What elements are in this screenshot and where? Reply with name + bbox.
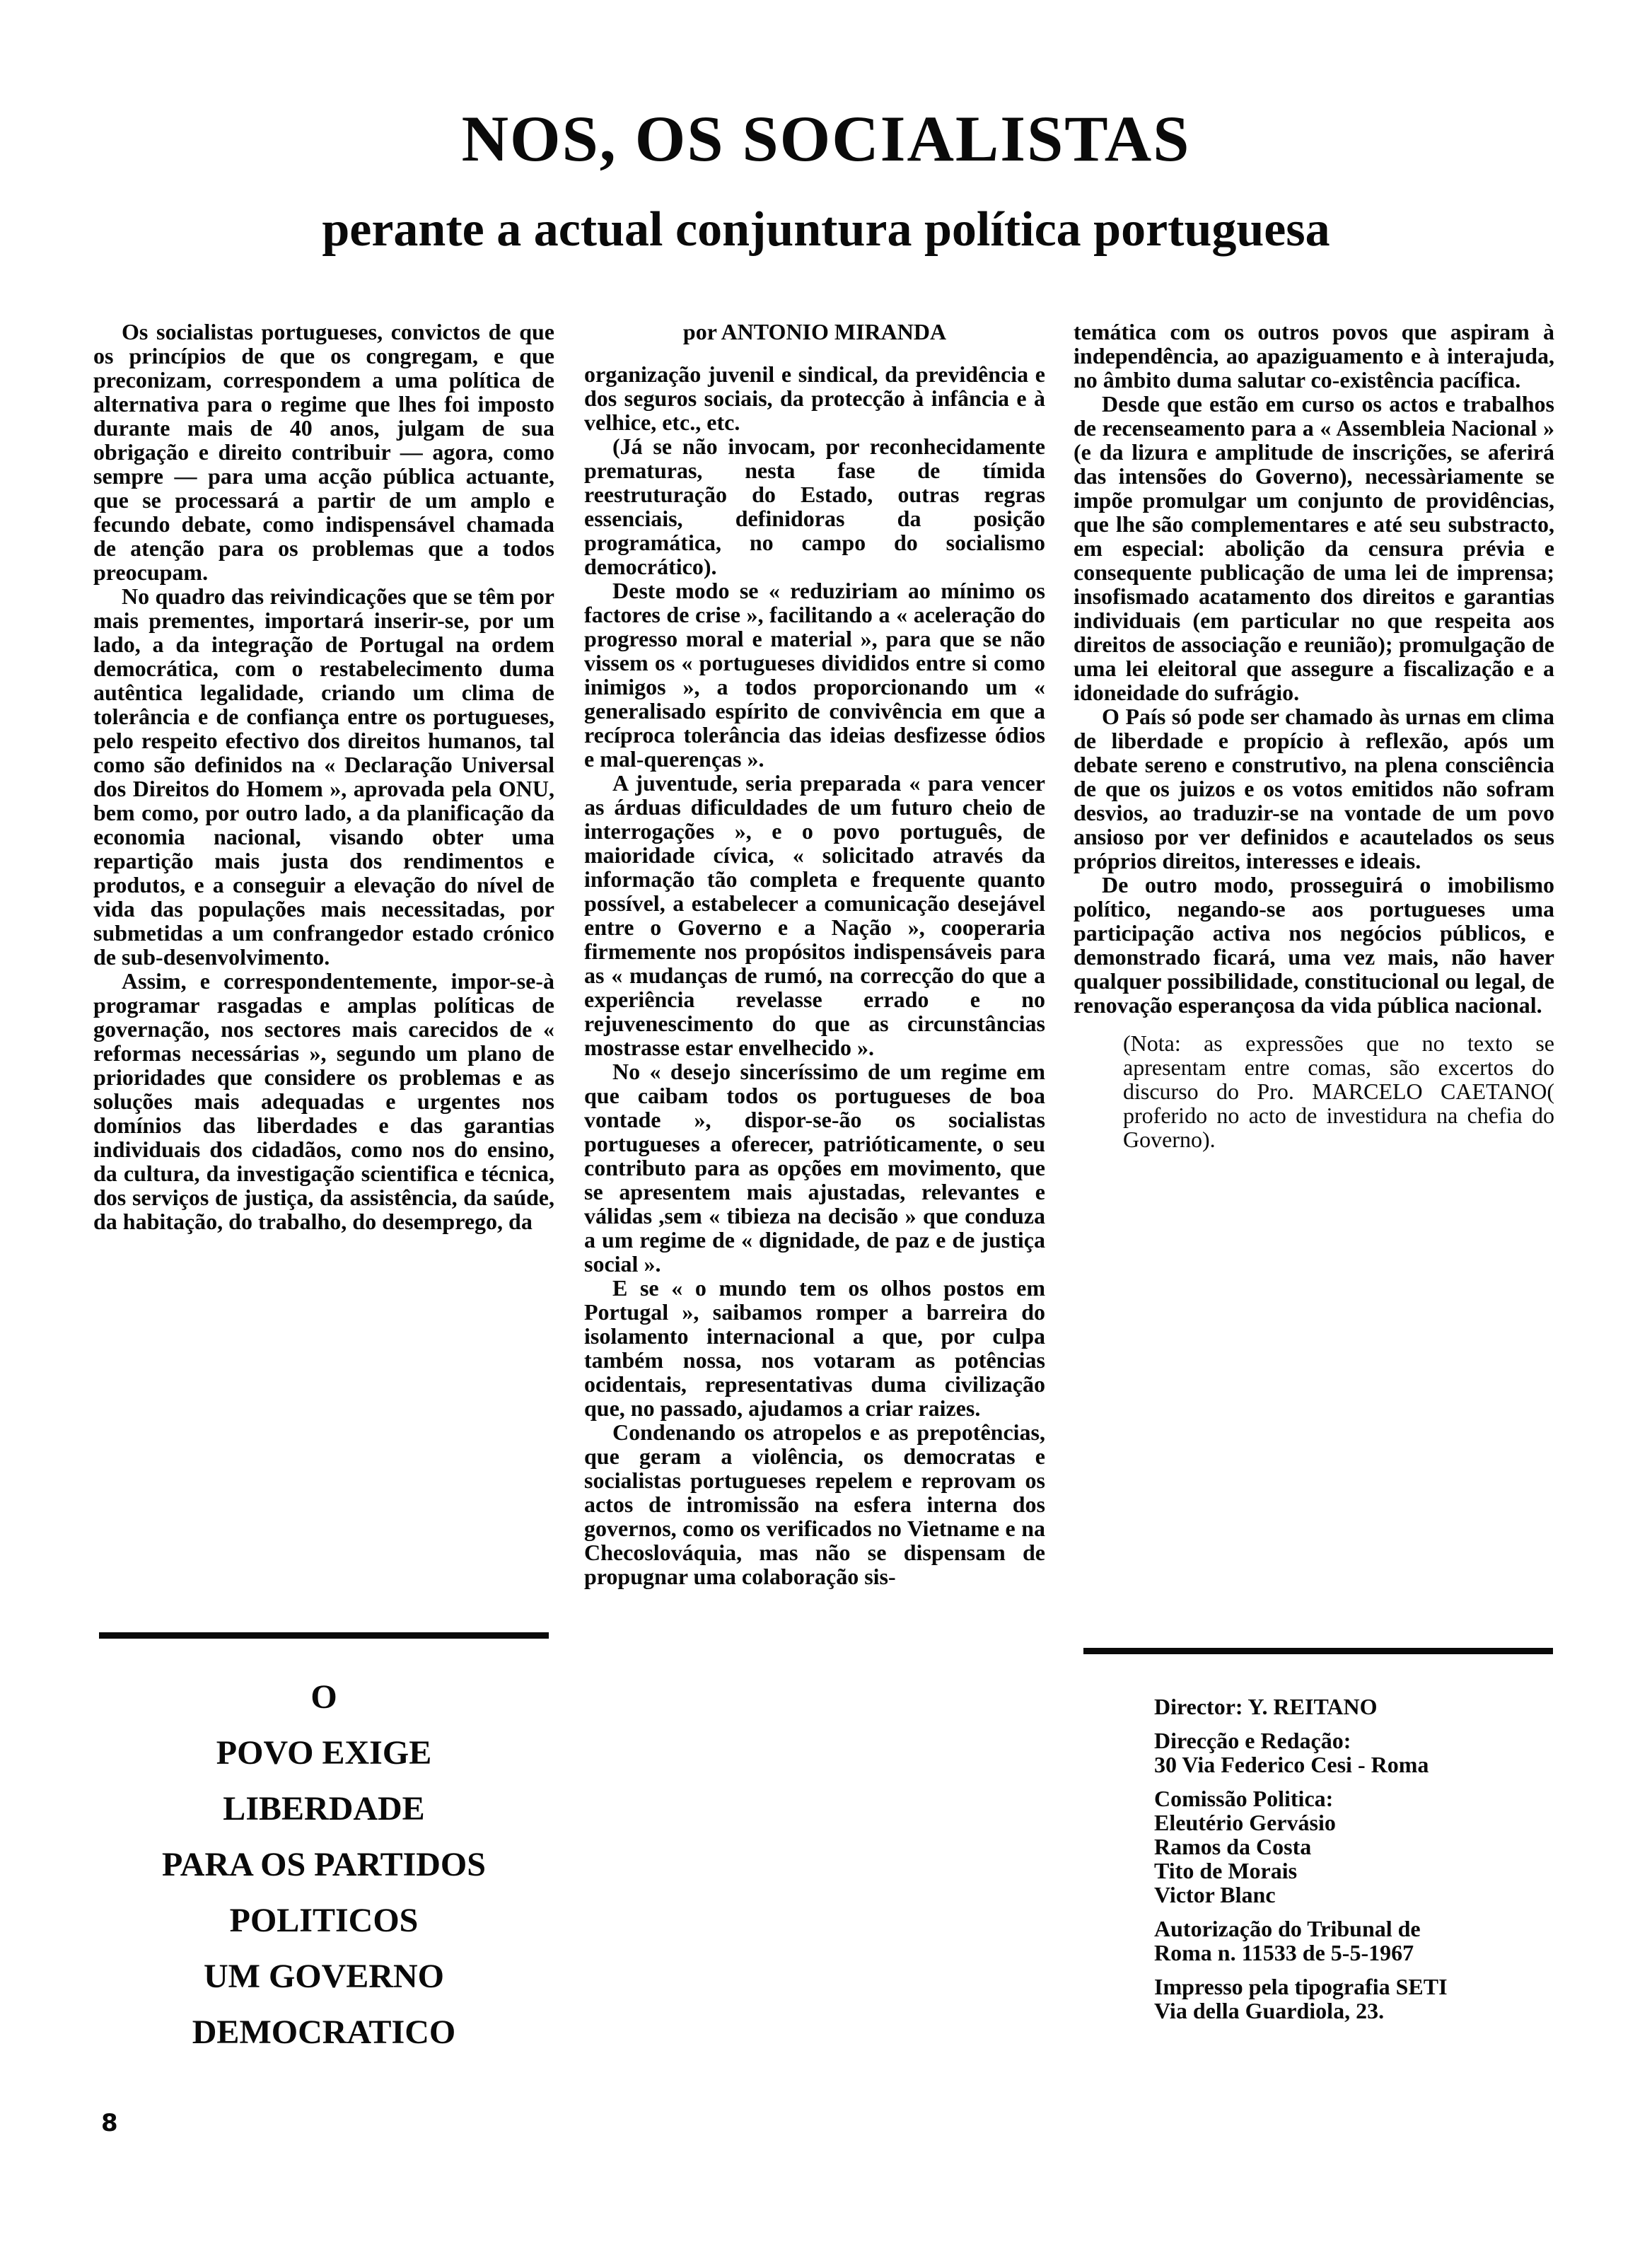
column-3 <box>1074 320 1554 1151</box>
paragraph: A juventude, seria preparada « para vencer as árduas dificuldades de um futuro cheio de interrogações », e o povo português, de maioridade cívica, « solicitado através da informação tão completa e frequente quanto possível, a estabelecer a comunicação desejável entre o Governo e a Nação », cooperaria firmemente nos propósitos indispensáveis para as « mudanças de rumó, na correcção do que a experiência revelasse errado e no rejuvenescimento do que as circunstâncias mostrasse estar envelhecido ». <box>584 770 1045 1060</box>
masthead-address-block <box>1154 1728 1550 1777</box>
paragraph: (Já se não invocam, por reconhecidamente prematuras, nesta fase de tímida reestruturação do Estado, outras regras essenciais, definidoras da posição programática, no campo do socialismo democrático). <box>584 434 1045 579</box>
divider-rule <box>99 1632 549 1639</box>
byline: por ANTONIO MIRANDA <box>682 319 947 344</box>
slogan-line: O <box>310 1678 337 1716</box>
slogan-line: POVO EXIGE <box>216 1734 432 1772</box>
paragraph: O País só pode ser chamado às urnas em clima de liberdade e propício à reflexão, após um debate sereno e construtivo, na plena consciência de que os juizos e os votos emitidos não sofram desvios, ao traduzir-se na vontade de um povo ansioso por ver definidos e acautelados os seus próprios direitos, interesses e ideais. <box>1074 704 1554 873</box>
masthead-address: 30 Via Federico Cesi - Roma <box>1154 1752 1429 1777</box>
slogan-line: DEMOCRATICO <box>192 2013 456 2051</box>
divider-rule <box>1083 1648 1553 1654</box>
paragraph: Os socialistas portugueses, convictos de que os princípios de que os congregam, e que preconizam, correspondem a uma política de alternativa para o regime que lhes foi imposto durante mais de 40 anos, julgam de sua obrigação e direito contribuir — agora, como sempre — para uma acção pública actuante, que se processará a partir de um amplo e fecundo debate, como indispensável chamada de atenção para os problemas que a todos preocupam. <box>93 319 554 585</box>
masthead-member: Ramos da Costa <box>1154 1834 1312 1859</box>
paragraph: De outro modo, prosseguirá o imobilismo político, negando-se aos portugueses uma participação activa nos negócios públicos, e demonstrado ficará, uma vez mais, não haver qualquer possibilidade, constitucional ou legal, de renovação esperançosa da vida pública nacional. <box>1074 872 1554 1018</box>
slogan-line: POLITICOS <box>229 1902 419 1939</box>
masthead-authorization-block <box>1154 1917 1550 1965</box>
paragraph: Condenando os atropelos e as prepotências, que geram a violência, os democratas e socialistas portugueses repelem e reprovam os actos de intromissão na esfera interna dos governos, como os verificados no Vietname e na Checoslováquia, mas não se dispensam de propugnar uma colaboração sis- <box>584 1419 1045 1589</box>
article-subheadline: perante a actual conjuntura política portuguesa <box>322 202 1330 257</box>
paragraph: No « desejo sinceríssimo de um regime em que caibam todos os portugueses de boa vontade », dispor-se-ão os socialistas portugueses a oferecer, patrióticamente, o seu contributo para as opções em movimento, que se apresentem mais ajustadas, relevantes e válidas ,sem « tibieza na decisão » que conduza a um regime de « dignidade, de paz e de justiça social ». <box>584 1059 1045 1277</box>
paragraph: No quadro das reivindicações que se têm por mais prementes, importará inserir-se, por um lado, a da integração de Portugal na ordem democrática, com o restabelecimento duma autêntica legalidade, criando um clima de tolerância e de confiança entre os portugueses, pelo respeito efectivo dos direitos humanos, tal como são definidos na « Declaração Universal dos Direitos do Homem », aprovada pela ONU, bem como, por outro lado, a da planificação da economia nacional, visando obter uma repartição mais justa dos rendimentos e produtos, e a conseguir a elevação do nível de vida das populações mais necessitadas, por submetidas a um confrangedor estado crónico de sub-desenvolvimento. <box>93 583 554 970</box>
masthead-printer-block <box>1154 1975 1550 2023</box>
paragraph: Deste modo se « reduziriam ao mínimo os factores de crise », facilitando a « aceleração do progresso moral e material », para que se não vissem os « portugueses divididos entre si como inimigos », a todos proporcionando um « generalisado espírito de convivência em que a recíproca tolerância das ideias desfizesse ódios e mal-querenças ». <box>584 578 1045 772</box>
slogan-line: LIBERDADE <box>223 1790 425 1827</box>
masthead-commission-block <box>1154 1786 1550 1907</box>
paragraph: E se « o mundo tem os olhos postos em Portugal », saibamos romper a barreira do isolamento internacional a que, por culpa também nossa, nos votaram as potências ocidentais, representativas duma civilização que, no passado, ajudamos a criar raizes. <box>584 1275 1045 1421</box>
paragraph: Desde que estão em curso os actos e trabalhos de recenseamento para a « Assembleia Nacional » (e da lizura e amplitude de inscrições, se aferirá das intensões do Governo), necessàriamente se impõe promulgar um conjunto de providências, que lhe são complementares e até seu substracto, em especial: abolição da censura prévia e consequente publicação de uma lei de imprensa; insofismado acatamento dos direitos e garantias individuais (em particular no que respeita aos direitos de associação e reunião); promulgação de uma lei eleitoral que assegure a fiscalização e a idoneidade do sufrágio. <box>1074 391 1554 705</box>
masthead-member: Eleutério Gervásio <box>1154 1810 1336 1835</box>
paragraph: temática com os outros povos que aspiram à independência, ao apaziguamento e à interajuda, no âmbito duma salutar co-existência pacífica. <box>1074 319 1554 393</box>
masthead-authorization-line: Roma n. 11533 de 5-5-1967 <box>1154 1940 1414 1965</box>
masthead-member: Tito de Morais <box>1154 1858 1298 1883</box>
article-headline: NOS, OS SOCIALISTAS <box>461 103 1191 175</box>
masthead <box>1154 1695 1550 2033</box>
masthead-director-block <box>1154 1695 1550 1719</box>
masthead-director: Director: Y. REITANO <box>1154 1694 1378 1719</box>
masthead-authorization-line: Autorização do Tribunal de <box>1154 1916 1421 1941</box>
column-2 <box>584 320 1045 1588</box>
page-number: 8 <box>101 2109 118 2137</box>
masthead-printer-line: Impresso pela tipografia SETI <box>1154 1974 1448 1999</box>
slogan-line: PARA OS PARTIDOS <box>162 1846 486 1883</box>
slogan-box <box>99 1669 549 2060</box>
paragraph: Assim, e correspondentemente, impor-se-à programar rasgadas e amplas políticas de governação, nos sectores mais carecidos de « reformas necessárias », segundo um plano de prioridades que considere os problemas e as soluções mais adequadas e urgentes nos domínios das liberdades e das garantias individuais dos cidadãos, como nos do ensino, da cultura, da investigação scientifica e técnica, dos serviços de justiça, da assistência, da saúde, da habitação, do trabalho, do desemprego, da <box>93 968 554 1234</box>
paragraph: organização juvenil e sindical, da previdência e dos seguros sociais, da protecção à infância e à velhice, etc., etc. <box>584 361 1045 435</box>
masthead-commission-label: Comissão Politica: <box>1154 1786 1334 1811</box>
masthead-member: Victor Blanc <box>1154 1882 1276 1907</box>
masthead-printer-line: Via della Guardiola, 23. <box>1154 1998 1385 2023</box>
slogan-line: UM GOVERNO <box>204 1958 444 1995</box>
column-1 <box>93 320 554 1233</box>
note-text: (Nota: as expressões que no texto se apresentam entre comas, são excertos do discurso do Pro. MARCELO CAETANO( proferido no acto de investidura na chefia do Governo). <box>1123 1030 1554 1152</box>
masthead-address-label: Direcção e Redação: <box>1154 1728 1351 1753</box>
editorial-note <box>1123 1031 1554 1151</box>
